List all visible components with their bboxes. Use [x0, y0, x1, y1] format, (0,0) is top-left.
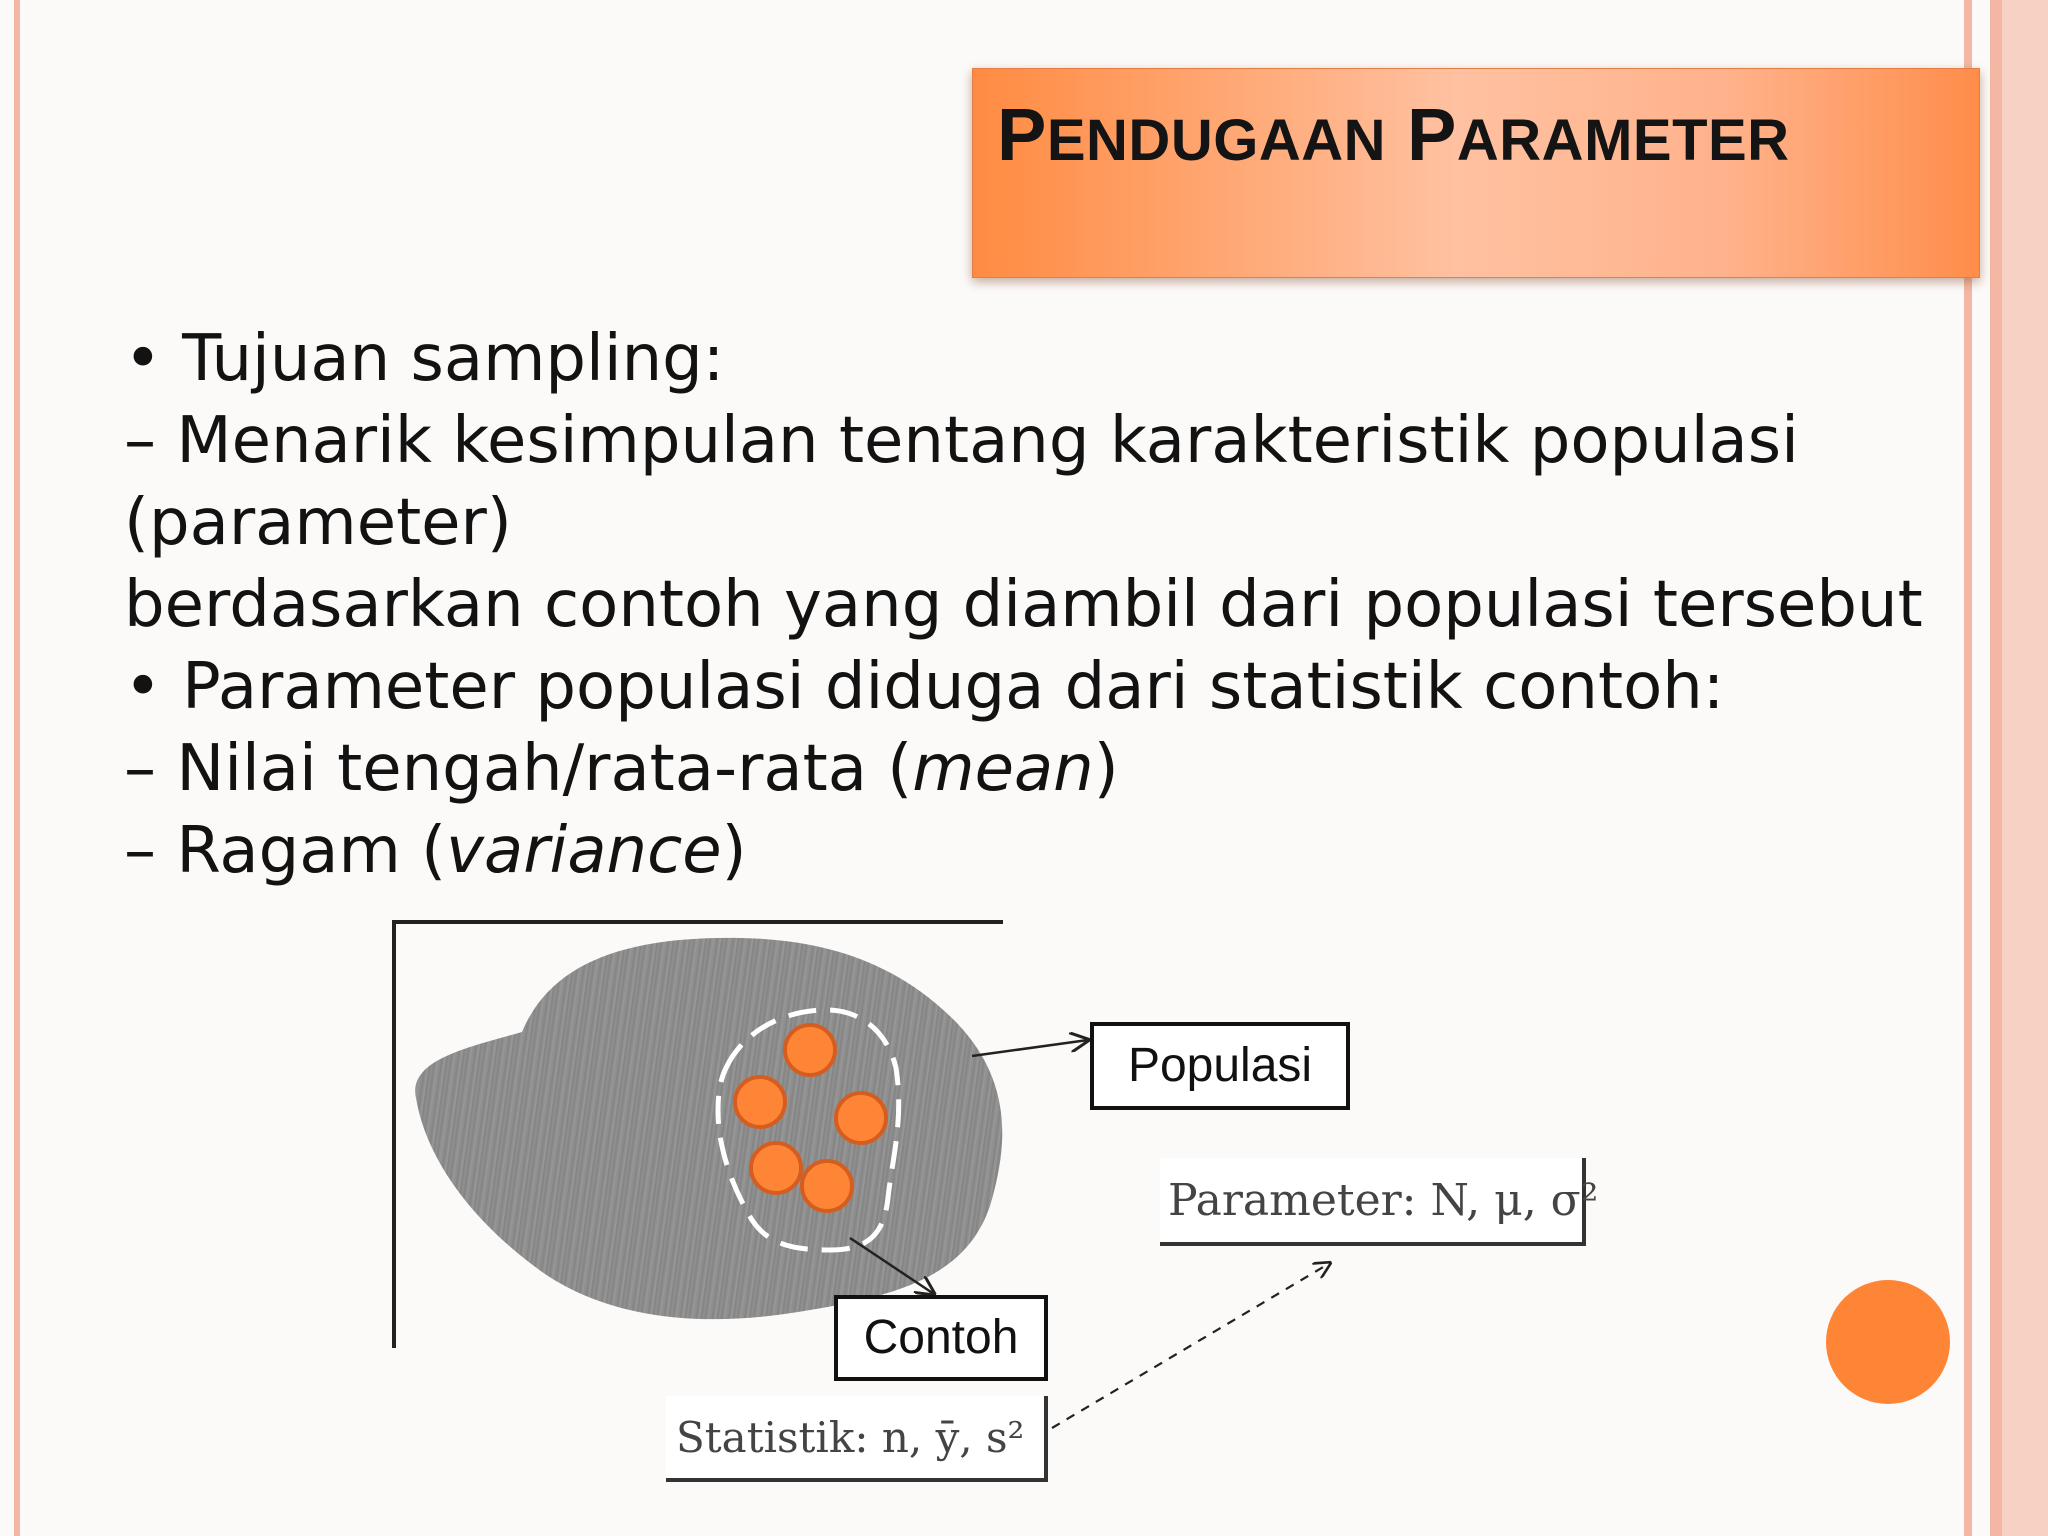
- sample-dot-1: [785, 1025, 835, 1075]
- population-shape: [415, 938, 1002, 1319]
- bullet-line-1: • Tujuan sampling:: [124, 322, 725, 396]
- contoh-label-box: [834, 1295, 1048, 1381]
- parameter-formula-box: [1160, 1158, 1599, 1246]
- parameter-formula: Parameter: N, μ, σ²: [1168, 1174, 1599, 1226]
- statistik-formula-box: [666, 1396, 1048, 1482]
- title-initial-p1: P: [997, 93, 1047, 176]
- variance-line-suffix: ): [721, 814, 747, 888]
- populasi-label: Populasi: [1127, 1039, 1313, 1092]
- statistic-to-parameter-arrow: [1052, 1263, 1330, 1428]
- variance-line-italic: variance: [446, 814, 722, 888]
- variance-line-prefix: – Ragam (: [124, 814, 447, 888]
- title-word-parameter-rest: ARAMETER: [1456, 108, 1790, 173]
- mean-line-suffix: ): [1093, 732, 1119, 806]
- sample-dot-4: [751, 1143, 801, 1193]
- sample-dot-5: [802, 1161, 852, 1211]
- sample-dot-2: [735, 1077, 785, 1127]
- title-word-pendugaan-rest: ENDUGAAN: [1046, 108, 1386, 173]
- populasi-arrow: [972, 1040, 1088, 1056]
- populasi-label-box: [1090, 1022, 1350, 1110]
- bullet-line-4: berdasarkan contoh yang diambil dari populasi tersebut: [124, 568, 1923, 642]
- bullet-line-5: • Parameter populasi diduga dari statistik contoh:: [124, 650, 1725, 724]
- mean-line-prefix: – Nilai tengah/rata-rata (: [124, 732, 913, 806]
- title-initial-p2: P: [1407, 93, 1457, 176]
- decorative-orange-dot: [1826, 1280, 1950, 1404]
- sample-dot-3: [836, 1093, 886, 1143]
- statistik-formula: Statistik: n, ȳ, s²: [676, 1412, 1025, 1462]
- contoh-label: Contoh: [863, 1311, 1019, 1364]
- bullet-line-2: – Menarik kesimpulan tentang karakteristik populasi: [124, 404, 1799, 478]
- bullet-line-3: (parameter): [124, 486, 512, 560]
- mean-line-italic: mean: [912, 732, 1094, 806]
